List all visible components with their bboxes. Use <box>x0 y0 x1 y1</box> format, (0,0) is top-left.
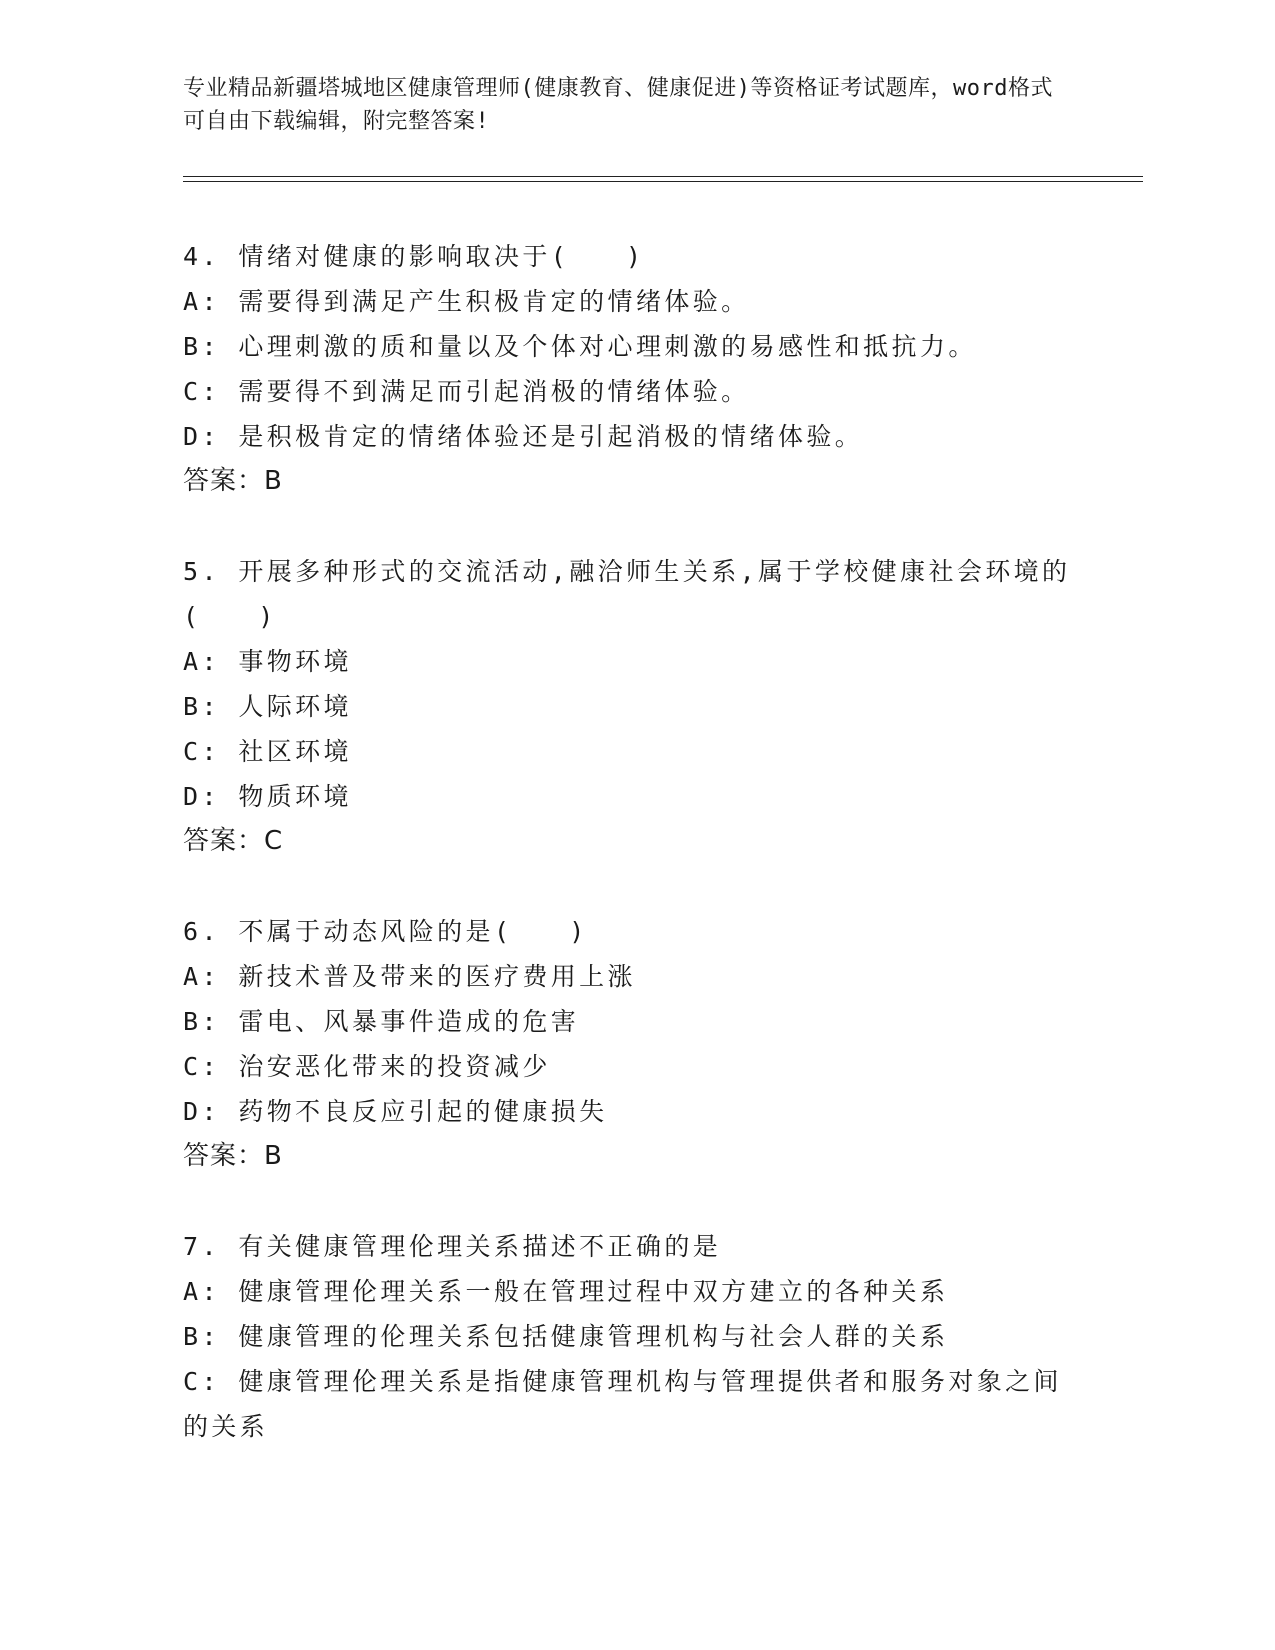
option-b: B: 健康管理的伦理关系包括健康管理机构与社会人群的关系 <box>183 1322 949 1351</box>
option-c: C: 健康管理伦理关系是指健康管理机构与管理提供者和服务对象之间的关系 <box>183 1367 1062 1441</box>
option-c: C: 需要得不到满足而引起消极的情绪体验。 <box>183 377 750 406</box>
question-stem: 7. 有关健康管理伦理关系描述不正确的是 <box>183 1232 722 1261</box>
option-c: C: 社区环境 <box>183 737 352 766</box>
option-d: D: 药物不良反应引起的健康损失 <box>183 1097 608 1126</box>
question-stem: 4. 情绪对健康的影响取决于( ) <box>183 242 645 271</box>
question-stem: 5. 开展多种形式的交流活动,融洽师生关系,属于学校健康社会环境的( ) <box>183 557 1071 631</box>
question-item <box>183 909 1073 1179</box>
answer-line: 答案：C <box>183 826 284 856</box>
option-a: A: 需要得到满足产生积极肯定的情绪体验。 <box>183 287 750 316</box>
option-a: A: 健康管理伦理关系一般在管理过程中双方建立的各种关系 <box>183 1277 949 1306</box>
option-a: A: 新技术普及带来的医疗费用上涨 <box>183 962 636 991</box>
option-d: D: 物质环境 <box>183 782 352 811</box>
document-header: 专业精品新疆塔城地区健康管理师(健康教育、健康促进)等资格证考试题库，word格式可自由下载编辑，附完整答案! <box>183 76 1053 134</box>
header-divider-top <box>183 176 1143 177</box>
option-c: C: 治安恶化带来的投资减少 <box>183 1052 551 1081</box>
answer-line: 答案：B <box>183 466 283 496</box>
option-b: B: 雷电、风暴事件造成的危害 <box>183 1007 580 1036</box>
option-b: B: 心理刺激的质和量以及个体对心理刺激的易感性和抵抗力。 <box>183 332 977 361</box>
header-divider-bottom <box>183 181 1143 182</box>
question-list <box>183 234 1073 1494</box>
question-item <box>183 549 1073 864</box>
option-a: A: 事物环境 <box>183 647 352 676</box>
answer-line: 答案：B <box>183 1141 283 1171</box>
option-b: B: 人际环境 <box>183 692 352 721</box>
option-d: D: 是积极肯定的情绪体验还是引起消极的情绪体验。 <box>183 422 864 451</box>
question-item <box>183 1224 1073 1449</box>
question-stem: 6. 不属于动态风险的是( ) <box>183 917 588 946</box>
question-item <box>183 234 1073 504</box>
